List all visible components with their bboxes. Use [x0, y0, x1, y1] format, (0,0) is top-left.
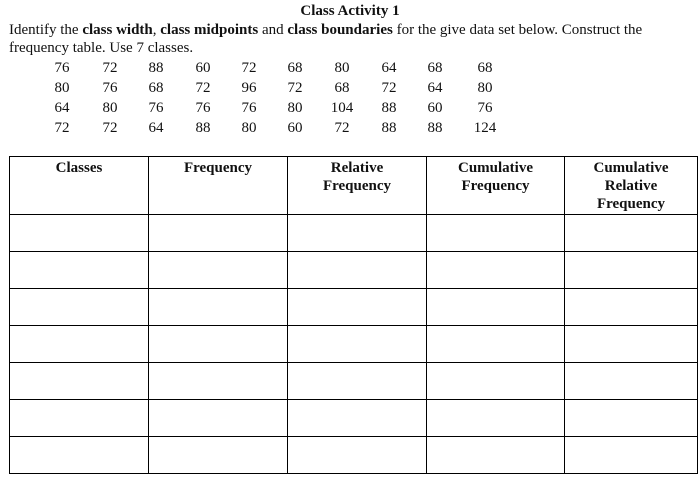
- activity-title: Class Activity 1: [300, 3, 400, 19]
- header-cumulative-relative-frequency: [565, 157, 698, 215]
- data-value: 80: [287, 100, 303, 116]
- data-value: 68: [287, 60, 303, 76]
- table-cell[interactable]: [427, 326, 565, 363]
- instructions-part: and: [258, 22, 288, 38]
- data-value: 80: [102, 100, 118, 116]
- table-cell[interactable]: [288, 289, 427, 326]
- data-value: 68: [477, 60, 493, 76]
- table-cell[interactable]: [288, 252, 427, 289]
- instructions-text: [9, 21, 697, 57]
- data-value: 64: [54, 100, 70, 116]
- table-cell[interactable]: [10, 252, 149, 289]
- header-line: Classes: [55, 160, 103, 176]
- data-value: 76: [102, 80, 118, 96]
- data-value: 104: [330, 100, 354, 116]
- data-set-grid: [0, 58, 700, 142]
- table-row: [10, 215, 698, 252]
- header-classes: [10, 157, 149, 215]
- table-cell[interactable]: [427, 400, 565, 437]
- header-line: Frequency: [322, 178, 392, 194]
- instructions-part: for the give data set below. Construct the frequency table. Use 7 classes.: [9, 22, 643, 56]
- data-value: 76: [54, 60, 70, 76]
- header-frequency: [149, 157, 288, 215]
- table-row: [10, 437, 698, 474]
- instructions-part: Identify the: [9, 22, 83, 38]
- data-value: 76: [195, 100, 211, 116]
- data-value: 80: [54, 80, 70, 96]
- data-value: 72: [102, 60, 118, 76]
- table-cell[interactable]: [149, 437, 288, 474]
- table-cell[interactable]: [10, 400, 149, 437]
- data-value: 72: [54, 120, 70, 136]
- data-set-row: [0, 118, 700, 138]
- table-cell[interactable]: [565, 400, 698, 437]
- data-value: 68: [148, 80, 164, 96]
- data-value: 64: [427, 80, 443, 96]
- table-cell[interactable]: [288, 326, 427, 363]
- table-cell[interactable]: [565, 252, 698, 289]
- table-cell[interactable]: [149, 363, 288, 400]
- instructions-class-boundaries: class boundaries: [287, 22, 393, 38]
- table-cell[interactable]: [288, 363, 427, 400]
- frequency-table: [9, 156, 698, 474]
- data-set-row: [0, 78, 700, 98]
- data-value: 96: [241, 80, 257, 96]
- data-value: 76: [477, 100, 493, 116]
- table-cell[interactable]: [288, 400, 427, 437]
- data-value: 80: [334, 60, 350, 76]
- data-value: 88: [195, 120, 211, 136]
- header-line: Relative: [604, 178, 658, 194]
- header-line: Frequency: [596, 196, 666, 212]
- instructions-class-width: class width: [82, 22, 153, 38]
- data-set-row: [0, 58, 700, 78]
- data-value: 80: [241, 120, 257, 136]
- data-value: 88: [381, 100, 397, 116]
- data-value: 60: [195, 60, 211, 76]
- data-value: 64: [148, 120, 164, 136]
- table-cell[interactable]: [149, 326, 288, 363]
- instructions-class-midpoints: class midpoints: [160, 22, 259, 38]
- table-cell[interactable]: [565, 363, 698, 400]
- header-cumulative-frequency: [427, 157, 565, 215]
- data-value: 124: [473, 120, 497, 136]
- header-line: Relative: [330, 160, 384, 176]
- table-cell[interactable]: [288, 437, 427, 474]
- table-row: [10, 252, 698, 289]
- data-value: 60: [287, 120, 303, 136]
- instructions-part: ,: [152, 22, 161, 38]
- table-cell[interactable]: [427, 215, 565, 252]
- table-row: [10, 363, 698, 400]
- table-cell[interactable]: [10, 289, 149, 326]
- table-cell[interactable]: [288, 215, 427, 252]
- table-row: [10, 289, 698, 326]
- table-cell[interactable]: [10, 215, 149, 252]
- data-value: 72: [195, 80, 211, 96]
- table-cell[interactable]: [149, 252, 288, 289]
- table-cell[interactable]: [10, 363, 149, 400]
- table-row: [10, 326, 698, 363]
- data-value: 88: [148, 60, 164, 76]
- table-cell[interactable]: [565, 215, 698, 252]
- table-cell[interactable]: [10, 326, 149, 363]
- header-relative-frequency: [288, 157, 427, 215]
- data-value: 80: [477, 80, 493, 96]
- data-value: 72: [334, 120, 350, 136]
- data-value: 72: [287, 80, 303, 96]
- data-value: 76: [241, 100, 257, 116]
- data-value: 88: [381, 120, 397, 136]
- data-set-row: [0, 98, 700, 118]
- table-header-row: [10, 157, 698, 215]
- table-cell[interactable]: [149, 289, 288, 326]
- table-cell[interactable]: [427, 437, 565, 474]
- data-value: 64: [381, 60, 397, 76]
- header-line: Frequency: [461, 178, 530, 194]
- table-cell[interactable]: [565, 326, 698, 363]
- data-value: 72: [381, 80, 397, 96]
- data-value: 88: [427, 120, 443, 136]
- data-value: 76: [148, 100, 164, 116]
- table-cell[interactable]: [10, 437, 149, 474]
- data-value: 68: [427, 60, 443, 76]
- data-value: 68: [334, 80, 350, 96]
- table-cell[interactable]: [565, 437, 698, 474]
- table-cell[interactable]: [149, 400, 288, 437]
- table-cell[interactable]: [427, 289, 565, 326]
- table-cell[interactable]: [565, 289, 698, 326]
- table-cell[interactable]: [149, 215, 288, 252]
- header-line: Frequency: [183, 160, 253, 176]
- data-value: 72: [241, 60, 257, 76]
- data-value: 72: [102, 120, 118, 136]
- data-value: 60: [427, 100, 443, 116]
- header-line: Cumulative: [593, 160, 669, 176]
- table-cell[interactable]: [427, 363, 565, 400]
- table-cell[interactable]: [427, 252, 565, 289]
- table-row: [10, 400, 698, 437]
- header-line: Cumulative: [458, 160, 533, 176]
